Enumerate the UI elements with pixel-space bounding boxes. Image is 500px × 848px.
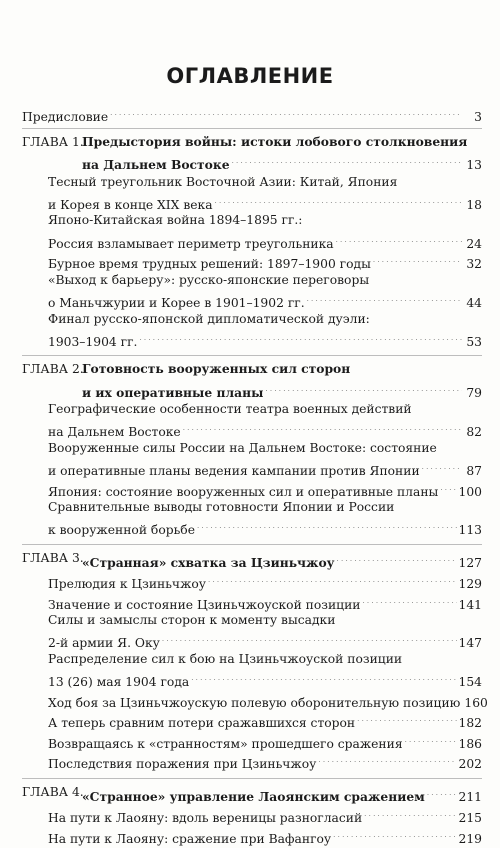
chapter-title-text: и их оперативные планы [82, 384, 264, 400]
page-number: 211 [458, 789, 482, 804]
section-entry [48, 230, 482, 251]
dot-leader [362, 591, 456, 609]
section-entry-text: Значение и состояние Цзиньчжоуской позиции [48, 597, 361, 612]
chapter-title-text: «Странное» управление Лаоянским сражением [82, 788, 425, 804]
dot-leader [318, 750, 456, 768]
dot-leader [440, 478, 456, 496]
page-number: 79 [466, 385, 482, 400]
dot-leader [232, 151, 462, 169]
chapter-title-text: на Дальнем Востоке [82, 157, 230, 173]
dot-leader [139, 328, 462, 346]
section-entry [48, 418, 482, 440]
page-number: 82 [466, 425, 482, 440]
page-number: 18 [466, 197, 482, 212]
chapter-label: ГЛАВА 1. [22, 135, 84, 149]
section-entry: «Выход к барьеру»: русско-японские переговоры [48, 272, 370, 287]
section-entry-text: 2-й армии Я. Оку [48, 636, 160, 651]
section-entry [48, 250, 482, 272]
page-number: 186 [458, 736, 482, 751]
section-entry-text: и Корея в конце XIX века [48, 197, 213, 212]
section-entry-text: На пути к Лаояну: сражение при Вафангоу [48, 831, 332, 846]
page-number: 13 [466, 158, 482, 173]
section-entry [48, 668, 482, 690]
page-number: 215 [458, 811, 482, 825]
chapter-label: ГЛАВА 4. [22, 784, 84, 799]
chapter-title [82, 549, 482, 570]
section-entry-text: Япония: состояние вооруженных сил и оперативные планы [48, 484, 439, 499]
dot-leader [208, 570, 456, 588]
chapter-title-text: «Странная» схватка за Цзиньчжоу [82, 554, 335, 570]
section-entry: Тесный треугольник Восточной Азии: Китай, Япония [48, 174, 398, 189]
section-entry-text: на Дальнем Востоке [48, 425, 181, 440]
chapter-title: Предыстория войны: истоки лобового столкновения [82, 134, 468, 149]
section-entry [48, 516, 482, 538]
page-number: 127 [458, 555, 482, 570]
page-number: 129 [458, 577, 482, 592]
dot-leader [215, 191, 462, 209]
page-number: 219 [458, 831, 482, 846]
dot-leader [337, 549, 457, 567]
page-number: 53 [466, 334, 482, 349]
chapter-title [82, 151, 482, 173]
chapter-title [82, 783, 482, 804]
page-number: 113 [458, 523, 482, 538]
section-entry-text: о Маньчжурии и Корее в 1901–1902 гг. [48, 296, 305, 310]
section-entry-text: Бурное время трудных решений: 1897–1900 годы [48, 257, 371, 272]
dot-leader [357, 709, 456, 727]
page-number: 32 [466, 257, 482, 272]
page-number: 24 [466, 236, 482, 251]
chapter-title: Готовность вооруженных сил сторон [82, 361, 351, 377]
section-entry-text: А теперь сравним потери сражавшихся сторон [48, 716, 356, 731]
page-number: 202 [458, 757, 482, 772]
chapter-title [82, 379, 482, 400]
section-entry [48, 730, 482, 751]
dot-leader [307, 289, 462, 307]
dot-leader [162, 629, 457, 647]
dot-leader [373, 250, 462, 268]
section-entry: Распределение сил к бою на Цзиньчжоуской позиции [48, 651, 403, 666]
section-entry [48, 825, 482, 846]
page-number: 147 [458, 636, 482, 651]
dot-leader [183, 418, 462, 436]
dot-leader [405, 730, 457, 748]
section-entry-text: Возвращаясь к «странностям» прошедшего сражения [48, 736, 403, 751]
section-entry-text: Ход боя за Цзиньчжоускую полевую оборонительную позицию [48, 695, 461, 710]
page-number: 100 [458, 484, 482, 499]
page-title: ОГЛАВЛЕНИЕ [166, 64, 334, 88]
section-entry: Японо-Китайская война 1894–1895 гг.: [48, 213, 303, 228]
dot-leader [191, 668, 456, 686]
page-number: 160 [464, 695, 488, 710]
section-entry [48, 478, 482, 499]
section-entry [48, 804, 482, 825]
dot-leader [422, 457, 462, 475]
section-entry-text: к вооруженной борьбе [48, 523, 195, 538]
divider [22, 128, 482, 129]
section-entry-text: 13 (26) мая 1904 года [48, 675, 190, 690]
dot-leader [336, 230, 462, 248]
section-entry [48, 591, 482, 612]
page-number: 3 [474, 110, 482, 124]
section-entry: Вооруженные силы России на Дальнем Востоке: состояние [48, 440, 437, 455]
chapter-label: ГЛАВА 2. [22, 362, 84, 377]
page-number: 87 [466, 464, 482, 478]
section-entry-text: Последствия поражения при Цзиньчжоу [48, 757, 317, 772]
section-entry: Финал русско-японской дипломатической дуэли: [48, 311, 370, 326]
dot-leader [364, 804, 456, 822]
section-entry: Сравнительные выводы готовности Японии и России [48, 500, 395, 514]
section-entry [48, 570, 482, 592]
preface-entry [22, 103, 482, 124]
dot-leader [427, 783, 457, 801]
section-entry: Географические особенности театра военных действий [48, 401, 412, 416]
dot-leader [265, 379, 462, 397]
section-entry-text: Россия взламывает периметр треугольника [48, 236, 334, 251]
page-number: 154 [458, 675, 482, 690]
preface-entry-text: Предисловие [22, 110, 109, 124]
page-number: 141 [458, 597, 482, 612]
section-entry-text: 1903–1904 гг. [48, 334, 138, 349]
dot-leader [333, 825, 456, 843]
section-entry-text: Прелюдия к Цзиньчжоу [48, 577, 207, 592]
chapter-label: ГЛАВА 3. [22, 550, 84, 565]
section-entry [48, 689, 488, 710]
dot-leader [110, 103, 462, 121]
section-entry [48, 191, 482, 212]
section-entry [48, 289, 482, 310]
page-number: 182 [458, 716, 482, 731]
page-number: 44 [466, 296, 482, 310]
section-entry [48, 457, 482, 478]
section-entry [48, 709, 482, 731]
dot-leader [197, 516, 457, 534]
section-entry-text: и оперативные планы ведения кампании против Японии [48, 464, 420, 478]
divider [22, 778, 482, 779]
section-entry-text: На пути к Лаояну: вдоль вереницы разногласий [48, 811, 363, 825]
section-entry [48, 629, 482, 651]
divider [22, 355, 482, 356]
divider [22, 544, 482, 545]
section-entry: Силы и замыслы сторон к моменту высадки [48, 613, 336, 628]
section-entry [48, 328, 482, 349]
section-entry [48, 750, 482, 772]
